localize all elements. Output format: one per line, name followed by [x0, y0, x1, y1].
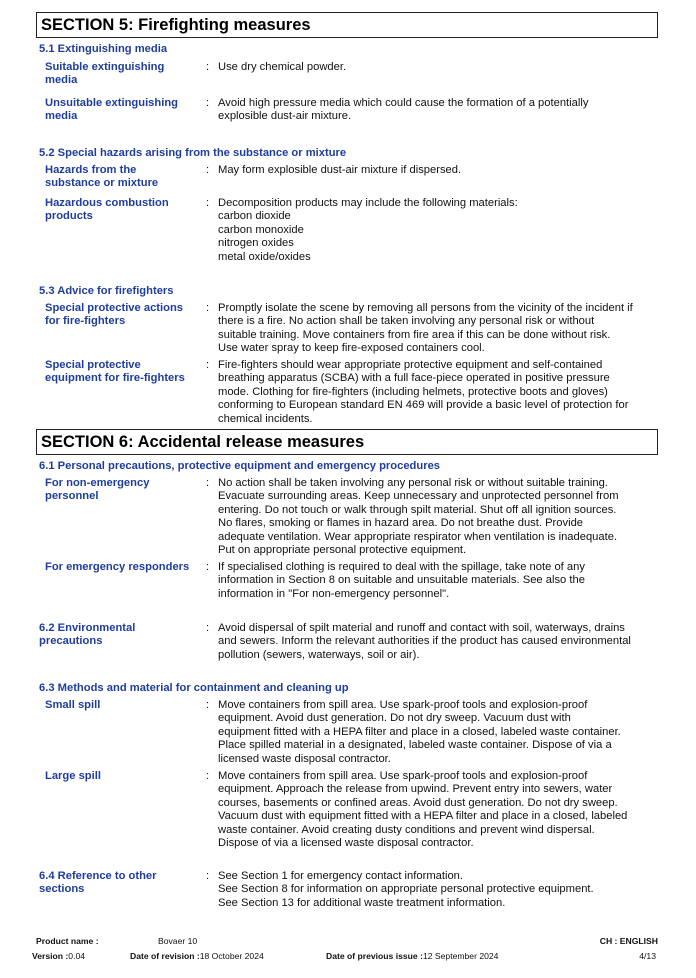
value-line: carbon dioxide — [218, 210, 291, 223]
non-emergency-value — [218, 477, 653, 557]
value-line: breathing apparatus (SCBA) with a full face-piece operated in positive pressure — [218, 372, 610, 385]
value-line: licensed waste disposal contractor. — [218, 752, 391, 765]
value-line: Evacuate surrounding areas. Keep unnecessary and unprotected personnel from — [218, 490, 619, 503]
value-line: Promptly isolate the scene by removing all persons from the vicinity of the incident if — [218, 302, 633, 314]
value-line: Avoid high pressure media which could cause the formation of a potentially — [218, 97, 589, 109]
hazards-value — [218, 164, 653, 177]
value-line: mode. Clothing for fire-fighters (including helmets, protective boots and gloves) — [218, 385, 608, 398]
combustion-products-label: Hazardous combustion products — [45, 197, 169, 223]
emergency-responders-label: For emergency responders — [45, 561, 190, 573]
non-emergency-label: For non-emergency personnel — [45, 477, 150, 503]
value-line: Use dry chemical powder. — [218, 61, 347, 73]
previous-issue-label: Date of previous issue : — [326, 951, 423, 961]
suitable-media-label: Suitable extinguishing media — [45, 61, 165, 87]
reference-sections-label: 6.4 Reference to other sections — [39, 870, 157, 896]
language-label: CH : ENGLISH — [599, 936, 658, 946]
value-line: chemical incidents. — [218, 412, 313, 425]
subsection-5-1-heading: 5.1 Extinguishing media — [39, 43, 168, 55]
value-line: suitable training. Move containers from fire area if this can be done without risk. — [218, 328, 611, 341]
value-line: Fire-fighters should wear appropriate protective equipment and self-contained — [218, 359, 603, 371]
value-line: equipment. Avoid dust generation. Do not dry sweep. Vacuum dust with — [218, 712, 571, 725]
subsection-5-2-heading: 5.2 Special hazards arising from the substance or mixture — [39, 147, 347, 159]
previous-issue-date — [326, 951, 498, 962]
section-6-header: SECTION 6: Accidental release measures — [36, 429, 658, 455]
value-line: courses, basements or confined areas. Avoid dust generation. Do not dry sweep. — [218, 796, 618, 809]
value-line: carbon monoxide — [218, 223, 304, 236]
colon: : — [206, 561, 210, 573]
colon: : — [206, 359, 210, 371]
colon: : — [206, 622, 210, 634]
hazards-label: Hazards from the substance or mixture — [45, 164, 159, 190]
value-line: Put on appropriate personal protective equipment. — [218, 544, 467, 557]
value-line: there is a fire. No action shall be taken involving any personal risk or without — [218, 315, 595, 328]
subsection-6-1-heading: 6.1 Personal precautions, protective equipment and emergency procedures — [39, 460, 441, 472]
protective-actions-label: Special protective actions for fire-fighters — [45, 302, 184, 328]
value-line: Avoid dispersal of spilt material and runoff and contact with soil, waterways, drains — [218, 622, 625, 634]
revision-date — [130, 951, 264, 962]
value-line: May form explosible dust-air mixture if dispersed. — [218, 164, 462, 176]
revision-date-value: 18 October 2024 — [199, 951, 264, 961]
product-name-value: Bovaer 10 — [158, 936, 198, 946]
small-spill-value — [218, 699, 653, 766]
colon: : — [206, 699, 210, 711]
value-line: Move containers from spill area. Use spark-proof tools and explosion-proof — [218, 699, 588, 711]
colon: : — [206, 870, 210, 882]
value-line: No action shall be taken involving any personal risk or without suitable training. — [218, 477, 608, 489]
colon: : — [206, 477, 210, 489]
value-line: conforming to European standard EN 469 will provide a basic level of protection for — [218, 399, 629, 412]
unsuitable-media-label: Unsuitable extinguishing media — [45, 97, 179, 123]
colon: : — [206, 164, 210, 176]
value-line: equipment. Approach the release from upwind. Prevent entry into sewers, water — [218, 783, 613, 796]
suitable-media-value — [218, 61, 653, 74]
page-number: 4/13 — [639, 951, 656, 961]
value-line: See Section 13 for additional waste treatment information. — [218, 896, 506, 909]
protective-equipment-label: Special protective equipment for fire-fighters — [45, 359, 185, 385]
protective-actions-value — [218, 302, 653, 356]
value-line: and sewers. Inform the relevant authorities if the product has caused environmental — [218, 635, 631, 648]
value-line: adequate ventilation. Wear appropriate respirator when ventilation is inadequate. — [218, 530, 618, 543]
colon: : — [206, 97, 210, 109]
value-line: metal oxide/oxides — [218, 250, 311, 263]
value-line: Move containers from spill area. Use spark-proof tools and explosion-proof — [218, 770, 588, 782]
version-value: 0.04 — [68, 951, 86, 961]
value-line: information in "For non-emergency personnel". — [218, 587, 450, 600]
environmental-precautions-value — [218, 622, 653, 662]
value-line: If specialised clothing is required to deal with the spillage, take note of any — [218, 561, 585, 573]
revision-date-label: Date of revision : — [130, 951, 200, 961]
emergency-responders-value — [218, 561, 653, 601]
version-label: Version : — [32, 951, 69, 961]
value-line: Vacuum dust with equipment fitted with a HEPA filter and place in a closed, labeled — [218, 810, 628, 823]
value-line: Place spilled material in a designated, labeled waste container. Dispose of via a — [218, 739, 612, 752]
value-line: nitrogen oxides — [218, 237, 294, 250]
protective-equipment-value — [218, 359, 653, 426]
combustion-products-value — [218, 197, 653, 264]
reference-sections-value — [218, 870, 653, 910]
small-spill-label: Small spill — [45, 699, 101, 711]
value-line: No flares, smoking or flames in hazard area. Do not breathe dust. Provide — [218, 517, 584, 530]
value-line: waste container. Avoid creating dusty conditions and prevent wind dispersal. — [218, 823, 595, 836]
previous-issue-value: 12 September 2024 — [422, 951, 499, 961]
subsection-6-3-heading: 6.3 Methods and material for containment and cleaning up — [39, 682, 349, 694]
value-line: Dispose of via a licensed waste disposal contractor. — [218, 837, 474, 850]
large-spill-value — [218, 770, 653, 850]
value-line: explosible dust-air mixture. — [218, 110, 352, 123]
colon: : — [206, 197, 210, 209]
value-line: See Section 8 for information on appropriate personal protective equipment. — [218, 883, 594, 896]
colon: : — [206, 770, 210, 782]
large-spill-label: Large spill — [45, 770, 101, 782]
subsection-5-3-heading: 5.3 Advice for firefighters — [39, 285, 174, 297]
product-name-label: Product name : — [36, 936, 99, 946]
value-line: pollution (sewers, waterways, soil or air). — [218, 648, 420, 661]
value-line: equipment fitted with a HEPA filter and place in a closed, labeled waste container. — [218, 725, 621, 738]
version — [32, 951, 85, 962]
colon: : — [206, 302, 210, 314]
value-line: Use water spray to keep fire-exposed containers cool. — [218, 342, 485, 355]
value-line: See Section 1 for emergency contact information. — [218, 870, 464, 882]
unsuitable-media-value — [218, 97, 653, 124]
value-line: information in Section 8 on suitable and unsuitable materials. See also the — [218, 574, 585, 587]
environmental-precautions-label: 6.2 Environmental precautions — [39, 622, 136, 648]
value-line: Decomposition products may include the following materials: — [218, 197, 518, 209]
section-5-header: SECTION 5: Firefighting measures — [36, 12, 658, 38]
value-line: entering. Do not touch or walk through spilt material. Shut off all ignition sources. — [218, 503, 617, 516]
colon: : — [206, 61, 210, 73]
